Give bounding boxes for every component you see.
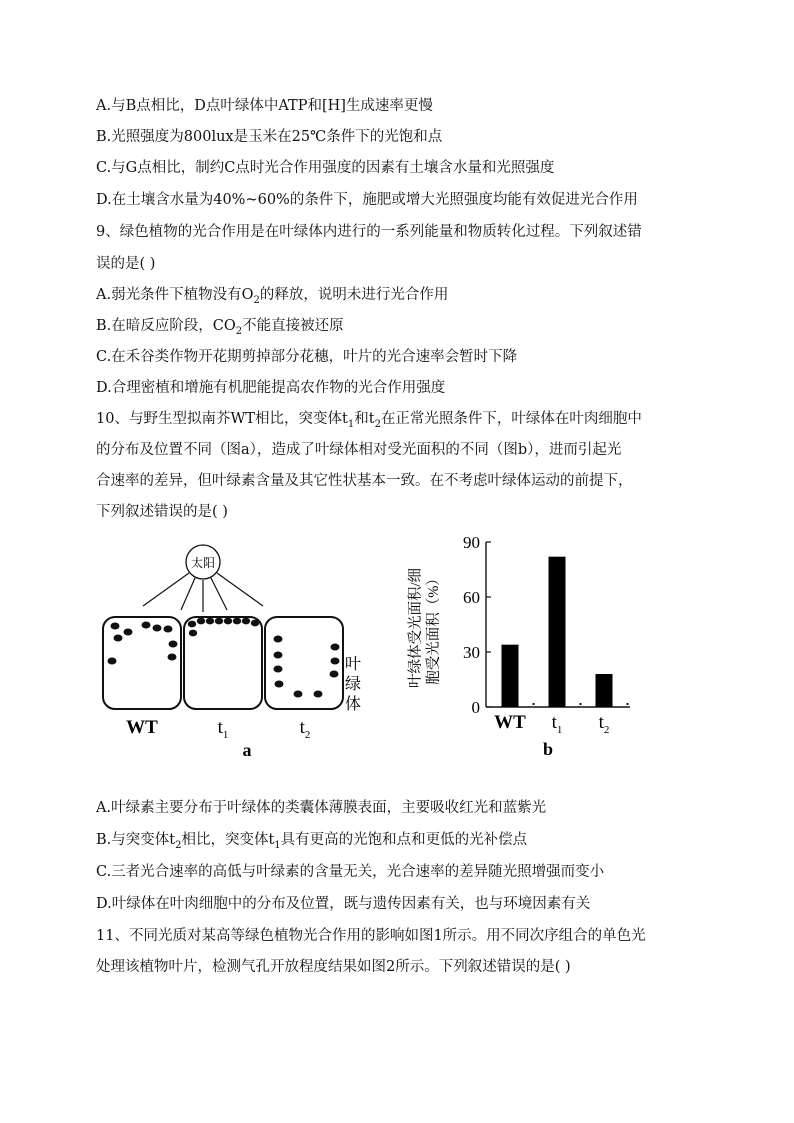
q8-option-c: C.与G点相比，制约C点时光合作用强度的因素有土壤含水量和光照强度 xyxy=(96,160,555,176)
chloroplast-label-2: 绿 xyxy=(345,676,362,693)
sun-label: 太阳 xyxy=(190,556,216,570)
x-tick-labels xyxy=(494,712,609,736)
q9-stem-line1: 9、绿色植物的光合作用是在叶绿体内进行的一系列能量和物质转化过程。下列叙述错 xyxy=(96,224,642,240)
y-tick-label: 30 xyxy=(463,643,480,662)
y-axis-label xyxy=(407,568,442,688)
y-tick-label: 60 xyxy=(463,588,480,607)
figure-a-caption: a xyxy=(242,740,252,760)
x-tick-label-main: WT xyxy=(494,712,526,733)
y-tick-label: 90 xyxy=(463,533,480,552)
q11-stem-line1: 11、不同光质对某高等绿色植物光合作用的影响如图1所示。用不同次序组合的单色光 xyxy=(96,928,646,944)
figure-a xyxy=(95,540,385,770)
x-tick-mark xyxy=(533,703,535,705)
figure-b-caption: b xyxy=(542,739,554,759)
q10-option-c: C.三者光合速率的高低与叶绿素的含量无关，光合速率的差异随光照增强而变小 xyxy=(96,864,605,880)
q9-option-a: A.弱光条件下植物没有$O_2$的释放，说明未进行光合作用 xyxy=(96,287,449,306)
q10-stem-line4: 下列叙述错误的是( ) xyxy=(96,504,228,520)
x-tick-label-sub: 2 xyxy=(603,724,610,736)
x-tick-label-sub: 1 xyxy=(556,724,563,736)
q10-option-d: D.叶绿体在叶肉细胞中的分布及位置，既与遗传因素有关，也与环境因素有关 xyxy=(96,896,591,912)
y-axis-label-line1: 叶绿体受光面积/细 xyxy=(408,567,424,689)
bar xyxy=(596,674,613,707)
cell-label-t1: $t_1$ xyxy=(217,717,229,741)
q10-stem-line1: 10、与野生型拟南芥WT相比，突变体$t_1$和$t_2$在正常光照条件下，叶绿体在叶肉细胞中 xyxy=(96,411,642,430)
q10-option-a: A.叶绿素主要分布于叶绿体的类囊体薄膜表面，主要吸收红光和蓝紫光 xyxy=(96,800,547,816)
y-axis-label-line2: 胞受光面积（%） xyxy=(426,571,442,685)
x-tick-label xyxy=(494,712,526,733)
chloroplast-label-1: 叶 xyxy=(345,656,362,673)
x-tick-mark xyxy=(580,703,582,705)
y-ticks xyxy=(463,533,491,717)
cell-t2 xyxy=(265,617,343,709)
q9-option-c: C.在禾谷类作物开花期剪掉部分花穗，叶片的光合速率会暂时下降 xyxy=(96,349,518,365)
q11-stem-line2: 处理该植物叶片，检测气孔开放程度结果如图2所示。下列叙述错误的是( ) xyxy=(96,959,571,975)
q9-option-b: B.在暗反应阶段，$CO_2$不能直接被还原 xyxy=(96,318,344,337)
q10-option-b: B.与突变体$t_2$相比，突变体$t_1$具有更高的光饱和点和更低的光补偿点 xyxy=(96,832,528,851)
bar xyxy=(502,645,519,707)
q8-option-a: A.与B点相比，D点叶绿体中ATP和[H]生成速率更慢 xyxy=(96,98,433,114)
y-tick-label: 0 xyxy=(471,698,480,717)
q10-stem-line3: 合速率的差异，但叶绿素含量及其它性状基本一致。在不考虑叶绿体运动的前提下， xyxy=(96,473,633,489)
chloroplast-label-3: 体 xyxy=(345,696,362,713)
q9-option-d: D.合理密植和增施有机肥能提高农作物的光合作用强度 xyxy=(96,380,446,396)
q9-stem-line2: 误的是( ) xyxy=(96,256,156,272)
cell-label-wt: WT xyxy=(126,717,158,738)
figure-b-chart xyxy=(400,530,640,765)
q8-option-b: B.光照强度为800lux是玉米在25℃条件下的光饱和点 xyxy=(96,129,443,145)
q10-stem-line2: 的分布及位置不同（图a），造成了叶绿体相对受光面积的不同（图b），进而引起光 xyxy=(96,442,622,458)
q8-option-d: D.在土壤含水量为40%~60%的条件下，施肥或增大光照强度均能有效促进光合作用 xyxy=(96,192,638,208)
bars xyxy=(502,557,629,707)
x-tick-label-main: t xyxy=(551,712,557,733)
x-tick-label xyxy=(599,712,610,736)
x-tick-label-main: t xyxy=(598,712,604,733)
cell-label-t2: $t_2$ xyxy=(299,717,311,741)
x-tick-label xyxy=(552,712,563,736)
bar xyxy=(549,557,566,707)
x-tick-mark xyxy=(627,703,629,705)
